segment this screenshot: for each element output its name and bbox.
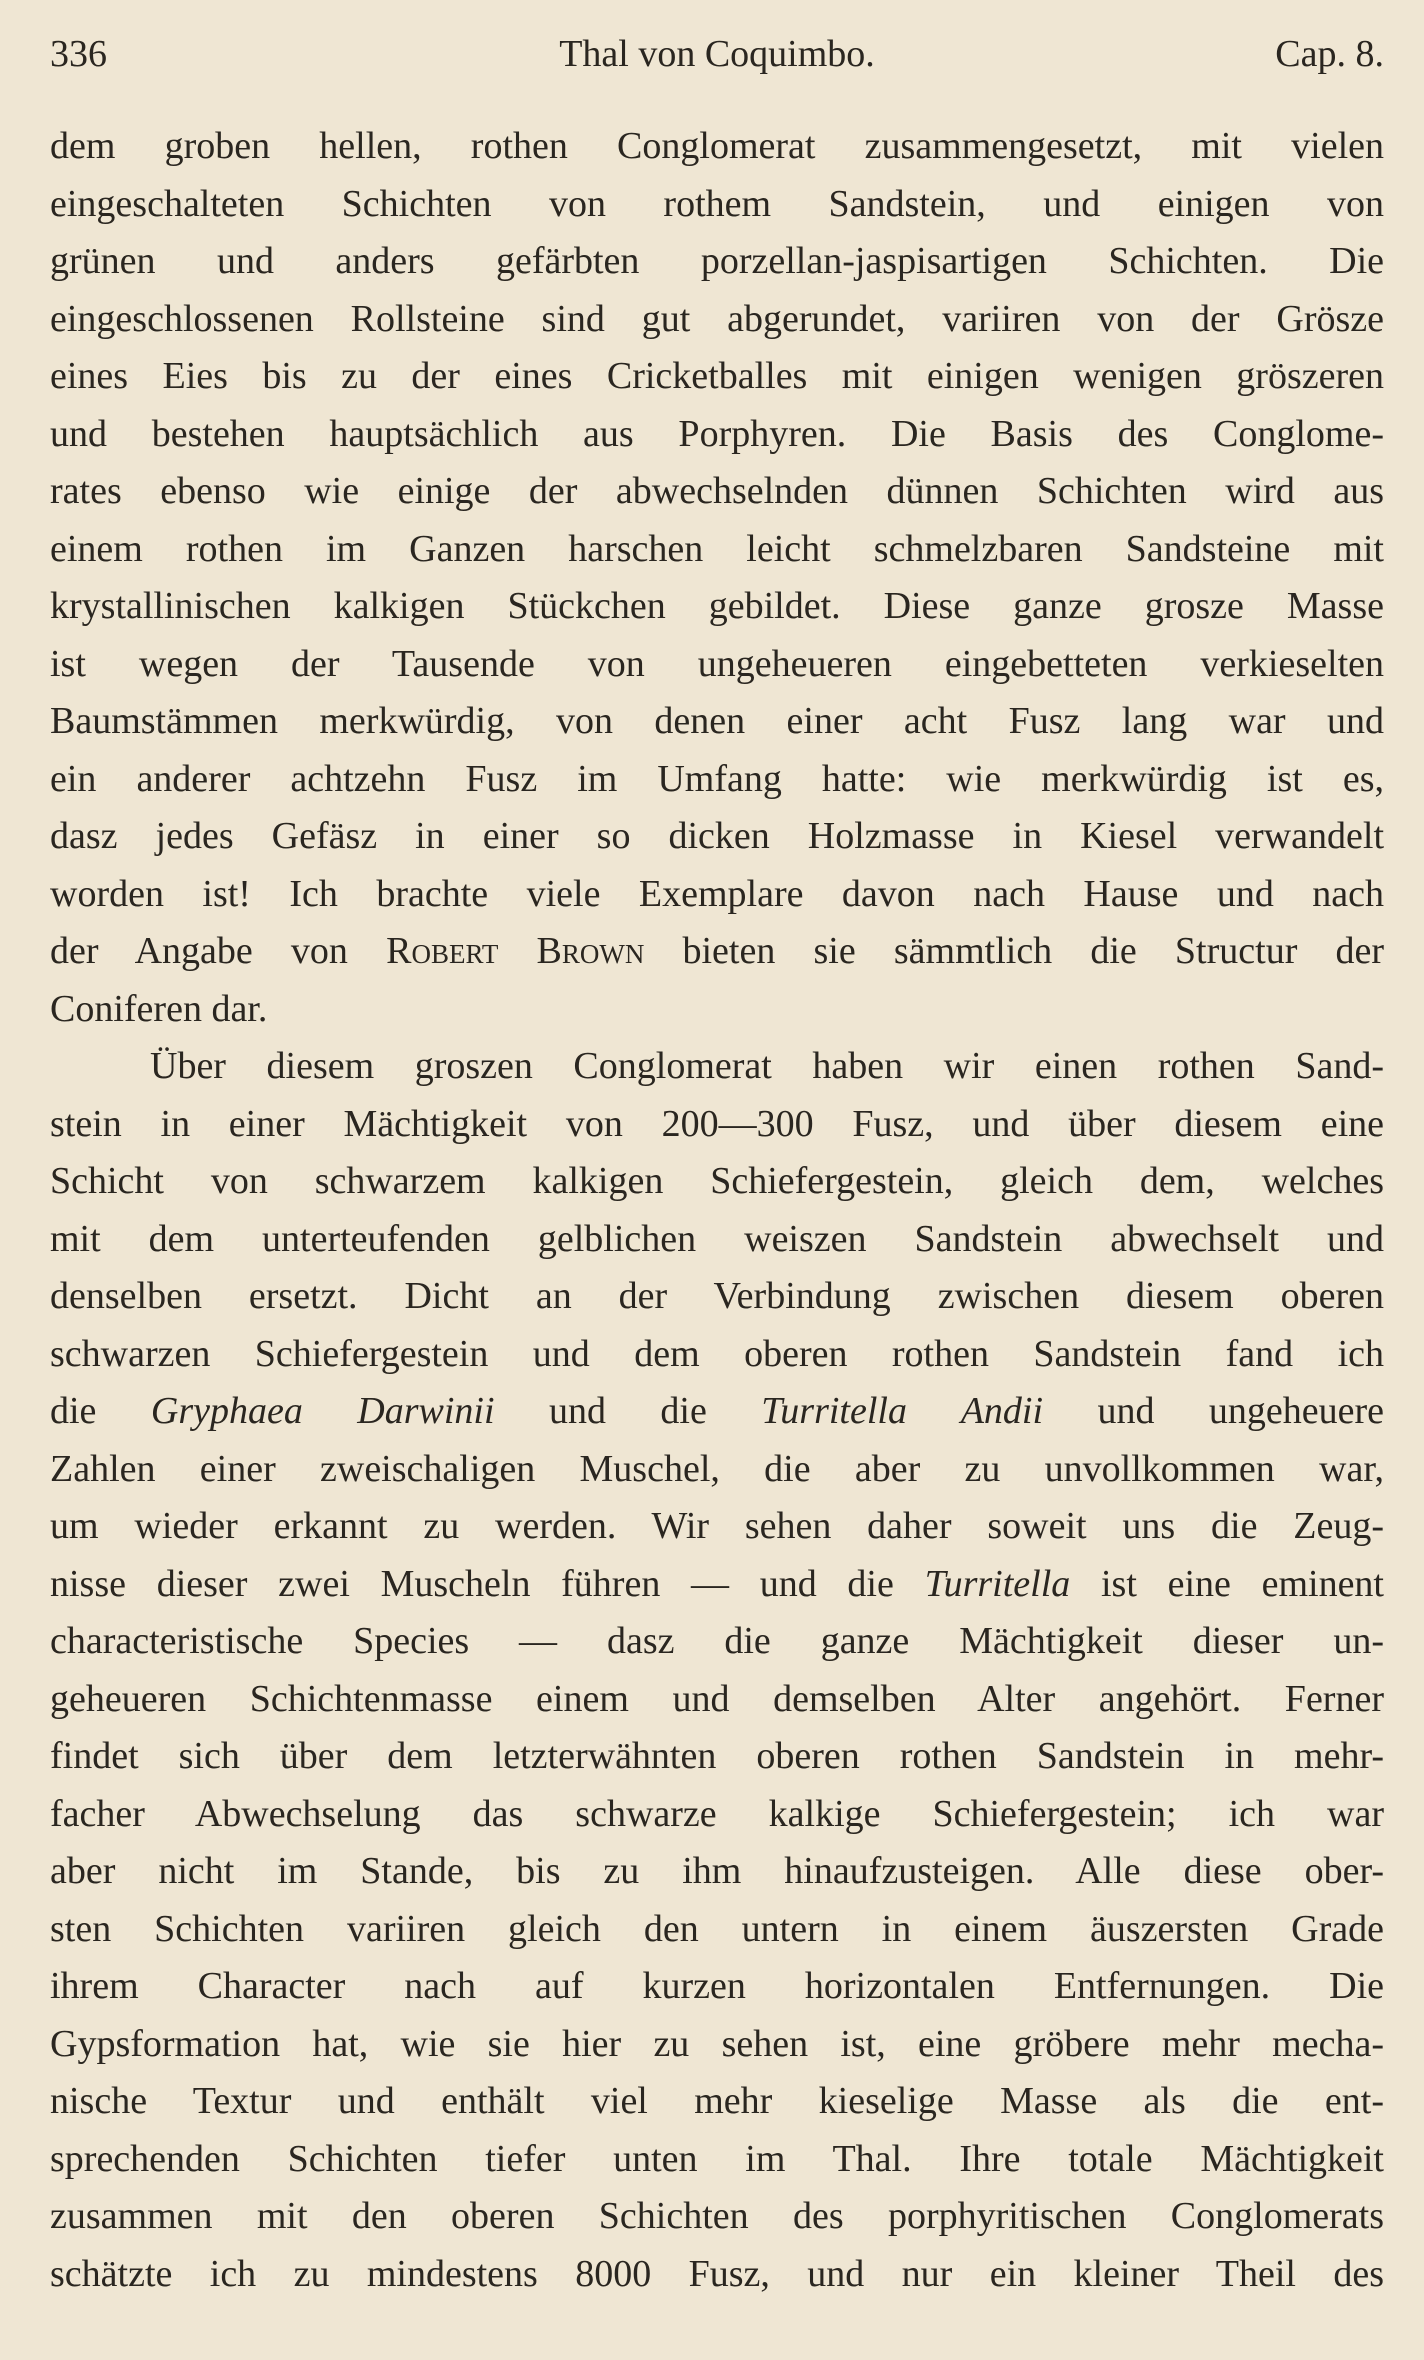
text-line: characteristische Species — dasz die ganze Mächtigkeit dieser un- xyxy=(50,1620,1384,1662)
author-name: Robert Brown xyxy=(386,930,645,972)
text-segment: der Angabe von xyxy=(50,930,348,972)
text-segment: und die xyxy=(548,1390,707,1432)
text-line: eines Eies bis zu der eines Cricketballes mit einigen wenigen gröszeren xyxy=(50,355,1384,397)
text-line: ist wegen der Tausende von ungeheueren eingebetteten verkieselten xyxy=(50,642,1384,685)
text-segment: nisse dieser zwei Muscheln führen — und die xyxy=(50,1562,894,1605)
text-segment: ist eine eminent xyxy=(1100,1562,1384,1605)
text-line: rates ebenso wie einige der abwechselnden dünnen Schichten wird aus xyxy=(50,470,1384,512)
text-line: Schicht von schwarzem kalkigen Schiefergestein, gleich dem, welches xyxy=(50,1160,1384,1202)
text-line: ein anderer achtzehn Fusz im Umfang hatte: wie merkwürdig ist es, xyxy=(50,757,1384,800)
text-line: um wieder erkannt zu werden. Wir sehen daher soweit uns die Zeug- xyxy=(50,1505,1384,1547)
text-line: grünen und anders gefärbten porzellan-jaspisartigen Schichten. Die xyxy=(50,240,1384,282)
text-line: sprechenden Schichten tiefer unten im Thal. Ihre totale Mächtigkeit xyxy=(50,2137,1384,2180)
chapter-label: Cap. 8. xyxy=(1275,33,1384,75)
species-name: Turritella Andii xyxy=(761,1390,1044,1432)
text-line: findet sich über dem letzterwähnten oberen rothen Sandstein in mehr- xyxy=(50,1735,1384,1777)
text-line: Baumstämmen merkwürdig, von denen einer acht Fusz lang war und xyxy=(50,700,1384,742)
text-segment: bieten sie sämmtlich die Structur der xyxy=(682,930,1384,972)
text-line: Coniferen dar. xyxy=(50,987,268,1030)
text-line: aber nicht im Stande, bis zu ihm hinaufzusteigen. Alle diese ober- xyxy=(50,1850,1384,1892)
text-line: einem rothen im Ganzen harschen leicht schmelzbaren Sandsteine mit xyxy=(50,527,1384,570)
text-line: krystallinischen kalkigen Stückchen gebildet. Diese ganze grosze Masse xyxy=(50,585,1384,627)
text-line: ihrem Character nach auf kurzen horizontalen Entfernungen. Die xyxy=(50,1965,1384,2007)
text-line: denselben ersetzt. Dicht an der Verbindung zwischen diesem oberen xyxy=(50,1275,1384,1317)
text-line xyxy=(50,923,1384,981)
text-line: facher Abwechselung das schwarze kalkige Schiefergestein; ich war xyxy=(50,1792,1384,1835)
text-line: worden ist! Ich brachte viele Exemplare davon nach Hause und nach xyxy=(50,872,1384,915)
text-line: stein in einer Mächtigkeit von 200—300 Fusz, und über diesem eine xyxy=(50,1102,1384,1145)
text-line: geheueren Schichtenmasse einem und demselben Alter angehört. Ferner xyxy=(50,1677,1384,1720)
text-line xyxy=(50,1556,1384,1614)
text-segment: und ungeheuere xyxy=(1097,1390,1384,1432)
text-line: sten Schichten variiren gleich den untern in einem äuszersten Grade xyxy=(50,1907,1384,1950)
species-name: Turritella xyxy=(924,1562,1071,1605)
body-text xyxy=(50,118,1384,2303)
text-line: Zahlen einer zweischaligen Muschel, die aber zu unvollkommen war, xyxy=(50,1447,1384,1490)
text-line: Über diesem groszen Conglomerat haben wir einen rothen Sand- xyxy=(150,1045,1384,1087)
text-line xyxy=(50,1383,1384,1441)
text-line: eingeschlossenen Rollsteine sind gut abgerundet, variiren von der Grösze xyxy=(50,297,1384,340)
text-line: schwarzen Schiefergestein und dem oberen rothen Sandstein fand ich xyxy=(50,1332,1384,1375)
text-line: dasz jedes Gefäsz in einer so dicken Holzmasse in Kiesel verwandelt xyxy=(50,815,1384,857)
running-title: Thal von Coquimbo. xyxy=(559,33,875,75)
text-line: Gypsformation hat, wie sie hier zu sehen ist, eine gröbere mehr mecha- xyxy=(50,2022,1384,2065)
text-line: dem groben hellen, rothen Conglomerat zusammengesetzt, mit vielen xyxy=(50,125,1384,167)
text-line: nische Textur und enthält viel mehr kieselige Masse als die ent- xyxy=(50,2080,1384,2122)
running-header xyxy=(50,26,1384,82)
text-segment: die xyxy=(50,1390,97,1432)
text-line: mit dem unterteufenden gelblichen weiszen Sandstein abwechselt und xyxy=(50,1217,1384,1260)
page-number: 336 xyxy=(50,33,107,75)
species-name: Gryphaea Darwinii xyxy=(150,1390,495,1432)
text-line: schätzte ich zu mindestens 8000 Fusz, und nur ein kleiner Theil des xyxy=(50,2252,1384,2295)
text-line: und bestehen hauptsächlich aus Porphyren. Die Basis des Conglome- xyxy=(50,412,1384,455)
text-line: zusammen mit den oberen Schichten des porphyritischen Conglomerats xyxy=(50,2195,1384,2237)
text-line: eingeschalteten Schichten von rothem Sandstein, und einigen von xyxy=(50,182,1384,225)
